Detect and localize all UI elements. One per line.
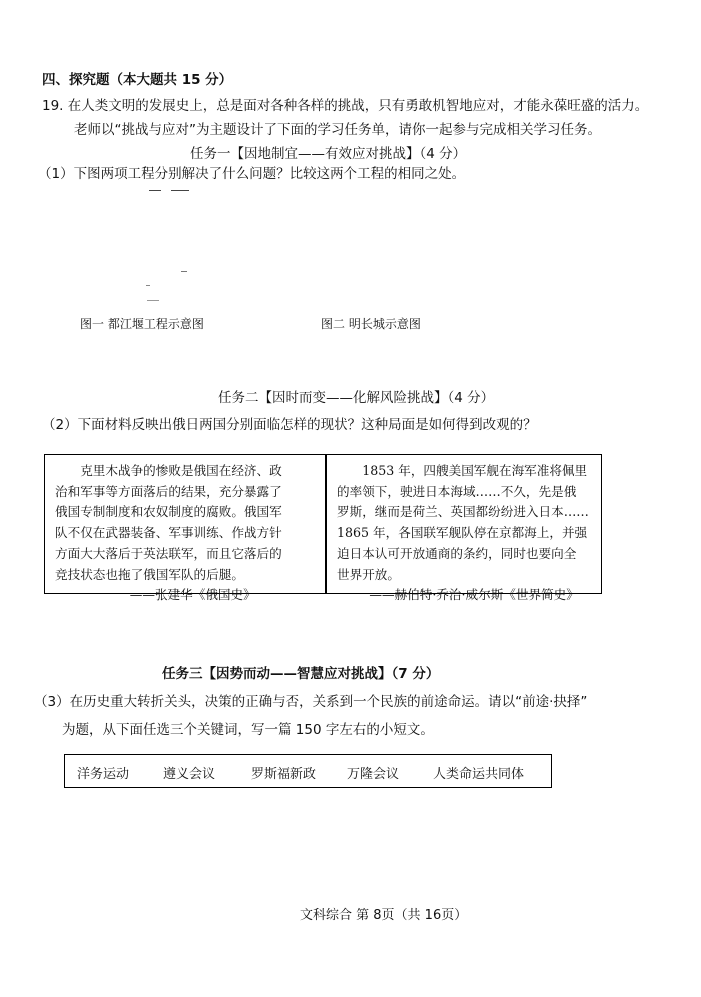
material-right-line: 的率领下，驶进日本海域……不久，先是俄 xyxy=(337,483,577,499)
material-left-line: 方面大大落后于英法联军，而且它落后的 xyxy=(55,545,282,561)
material-box-left xyxy=(44,454,326,603)
task1-question: （1）下图两项工程分别解决了什么问题？比较这两个工程的相同之处。 xyxy=(38,166,466,182)
keyword-item: 遵义会议 xyxy=(163,767,216,782)
material-right-source: ——赫伯特·乔治·威尔斯《世界简史》 xyxy=(369,587,579,603)
question-19-intro-line2: 老师以“挑战与应对”为主题设计了下面的学习任务单，请你一起参与完成相关学习任务。 xyxy=(74,122,601,138)
keyword-item: 罗斯福新政 xyxy=(251,767,317,782)
figure1-fragment xyxy=(181,271,187,272)
task3-question-line2: 为题，从下面任选三个关键词，写一篇 150 字左右的小短文。 xyxy=(62,722,434,738)
task3-title: 任务三【因势而动——智慧应对挑战】（7 分） xyxy=(162,666,440,682)
figure1-fragment xyxy=(171,190,189,191)
keyword-item: 万隆会议 xyxy=(347,767,400,782)
task2-question: （2）下面材料反映出俄日两国分别面临怎样的现状？这种局面是如何得到改观的？ xyxy=(42,417,537,433)
task1-title: 任务一【因地制宜——有效应对挑战】（4 分） xyxy=(190,146,467,162)
material-left-line: 治和军事等方面落后的结果，充分暴露了 xyxy=(55,483,282,499)
task3-question-line1: （3）在历史重大转折关头，决策的正确与否，关系到一个民族的前途命运。请以“前途·抉择” xyxy=(34,694,588,710)
material-right-line: 1853 年，四艘美国军舰在海军准将佩里 xyxy=(337,463,588,478)
section-title: 四、探究题（本大题共 15 分） xyxy=(42,72,233,88)
material-box-right xyxy=(326,454,602,603)
figure1-fragment xyxy=(147,300,159,301)
material-left-line: 竞技状态也拖了俄国军队的后腿。 xyxy=(55,566,244,582)
material-right-line: 1865 年，各国联军舰队停在京都海上，并强 xyxy=(337,525,588,541)
task2-title: 任务二【因时而变——化解风险挑战】（4 分） xyxy=(218,390,495,406)
material-left-line: 克里木战争的惨败是俄国在经济、政 xyxy=(55,463,282,478)
material-right-line: 世界开放。 xyxy=(337,566,400,582)
keyword-box xyxy=(64,754,552,788)
page-footer: 文科综合 第 8页（共 16页） xyxy=(300,908,468,923)
keyword-item: 人类命运共同体 xyxy=(433,767,525,782)
material-right-line: 迫日本认可开放通商的条约，同时也要向全 xyxy=(337,545,577,561)
question-19-intro-line1: 19. 在人类文明的发展史上，总是面对各种各样的挑战，只有勇敢机智地应对，才能永葆旺盛的活力。 xyxy=(42,98,649,114)
figure2-caption: 图二 明长城示意图 xyxy=(321,317,421,331)
material-right-line: 罗斯，继而是荷兰、英国都纷纷进入日本…… xyxy=(337,504,589,520)
keyword-item: 洋务运动 xyxy=(77,767,130,782)
material-left-line: 俄国专制制度和农奴制度的腐败。俄国军 xyxy=(55,504,282,520)
material-left-source: ——张建华《俄国史》 xyxy=(129,587,256,603)
figure1-fragment xyxy=(149,190,161,191)
figure1-fragment xyxy=(146,285,150,286)
material-left-line: 队不仅在武器装备、军事训练、作战方针 xyxy=(55,525,282,541)
figure1-caption: 图一 都江堰工程示意图 xyxy=(80,317,204,331)
